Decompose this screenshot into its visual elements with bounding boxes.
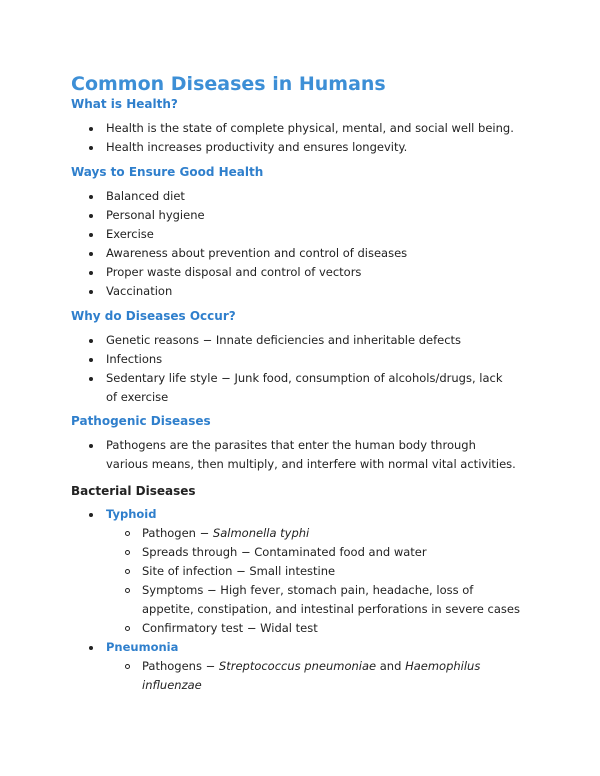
- list-item: Health is the state of complete physical, mental, and social well being.: [89, 119, 514, 138]
- list-item: Infections: [89, 350, 502, 369]
- list-item-line: Pathogens are the parasites that enter the human body through: [106, 438, 476, 452]
- typhoid-details-list: [125, 524, 520, 638]
- heading-why-do-diseases-occur: Why do Diseases Occur?: [71, 309, 236, 323]
- list-item: Exercise: [89, 225, 407, 244]
- list-item: [125, 581, 520, 619]
- list-item: Awareness about prevention and control of diseases: [89, 244, 407, 263]
- list-item: [125, 524, 520, 543]
- pathogen-name: Streptococcus pneumoniae: [218, 659, 377, 673]
- disease-name-pneumonia: Pneumonia: [106, 640, 179, 654]
- list-item: Vaccination: [89, 282, 407, 301]
- list-item: Balanced diet: [89, 187, 407, 206]
- list-item: Proper waste disposal and control of vectors: [89, 263, 407, 282]
- heading-bacterial-diseases: Bacterial Diseases: [71, 484, 196, 498]
- list-item: [89, 436, 516, 474]
- page-title: Common Diseases in Humans: [71, 73, 386, 95]
- conjunction: and: [376, 659, 406, 673]
- disease-list-pneumonia: [89, 638, 178, 657]
- list-item: Health increases productivity and ensures longevity.: [89, 138, 514, 157]
- heading-ways-to-ensure-good-health: Ways to Ensure Good Health: [71, 165, 264, 179]
- list-item-line: Symptoms − High fever, stomach pain, headache, loss of: [142, 583, 474, 597]
- pathogenic-list: [89, 436, 516, 474]
- list-item: Spreads through − Contaminated food and water: [125, 543, 520, 562]
- list-item: [125, 657, 480, 695]
- list-item: Genetic reasons − Innate deficiencies and inheritable defects: [89, 331, 502, 350]
- list-item: Personal hygiene: [89, 206, 407, 225]
- list-item-line: of exercise: [106, 390, 169, 404]
- list-item-line: appetite, constipation, and intestinal perforations in severe cases: [142, 602, 520, 616]
- list-item: [89, 369, 502, 407]
- what-is-health-list: [89, 119, 514, 157]
- pathogens-prefix: Pathogens −: [142, 659, 219, 673]
- disease-typhoid: [89, 505, 156, 524]
- pneumonia-details-list: [125, 657, 480, 695]
- ways-list: [89, 187, 407, 301]
- heading-what-is-health: What is Health?: [71, 97, 178, 111]
- pathogen-name: Haemophilus: [405, 659, 481, 673]
- list-item-line: various means, then multiply, and interfere with normal vital activities.: [106, 457, 516, 471]
- list-item-line: Sedentary life style − Junk food, consumption of alcohols/drugs, lack: [106, 371, 503, 385]
- heading-pathogenic-diseases: Pathogenic Diseases: [71, 414, 211, 428]
- list-item: Site of infection − Small intestine: [125, 562, 520, 581]
- pathogen-prefix: Pathogen −: [142, 526, 213, 540]
- why-list: [89, 331, 502, 407]
- disease-pneumonia: [89, 638, 178, 657]
- list-item: Confirmatory test − Widal test: [125, 619, 520, 638]
- pathogen-name: influenzae: [142, 678, 202, 692]
- disease-list-typhoid: [89, 505, 156, 524]
- pathogen-name: Salmonella typhi: [212, 526, 310, 540]
- disease-name-typhoid: Typhoid: [106, 507, 157, 521]
